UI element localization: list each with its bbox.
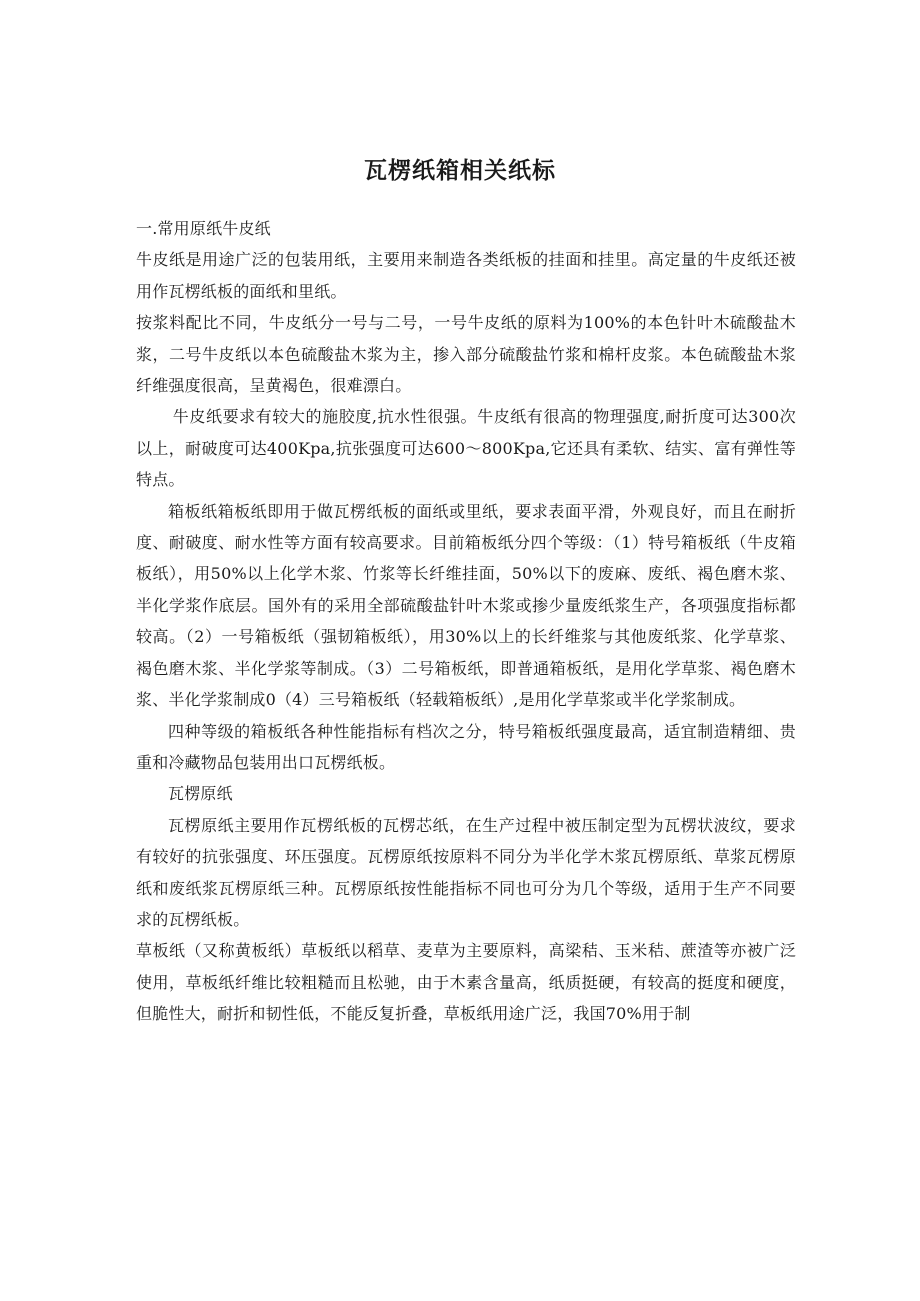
section-heading: 一.常用原纸牛皮纸: [136, 219, 271, 238]
document-body: [136, 213, 796, 1030]
paragraph-boxboard: 箱板纸箱板纸即用于做瓦楞纸板的面纸或里纸，要求表面平滑，外观良好，而且在耐折度、耐破度、耐水性等方面有较高要求。目前箱板纸分四个等级：（1）特号箱板纸（牛皮箱板纸），用50%以上化学木浆、竹浆等长纤维挂面，50%以下的废麻、废纸、褐色磨木浆、半化学浆作底层。国外有的采用全部硫酸盐针叶木浆或掺少量废纸浆生产，各项强度指标都较高。（2）一号箱板纸（强韧箱板纸），用30%以上的长纤维浆与其他废纸浆、化学草浆、褐色磨木浆、半化学浆等制成。（3）二号箱板纸，即普通箱板纸，是用化学草浆、褐色磨木浆、半化学浆制成0（4）三号箱板纸（轻载箱板纸）,是用化学草浆或半化学浆制成。: [136, 501, 796, 710]
paragraph-strawboard: 草板纸（又称黄板纸）草板纸以稻草、麦草为主要原料，高梁秸、玉米秸、蔗渣等亦被广泛使用，草板纸纤维比较粗糙而且松驰，由于木素含量高，纸质挺硬，有较高的挺度和硬度，但脆性大，耐折和韧性低，不能反复折叠，草板纸用途广泛，我国70%用于制: [136, 941, 796, 1024]
paragraph-kraft-grades: 按浆料配比不同，牛皮纸分一号与二号，一号牛皮纸的原料为100%的本色针叶木硫酸盐木浆，二号牛皮纸以本色硫酸盐木浆为主，掺入部分硫酸盐竹浆和棉杆皮浆。本色硫酸盐木浆纤维强度很高，呈黄褐色，很难漂白。: [136, 313, 796, 396]
paragraph-kraft-properties: 牛皮纸要求有较大的施胶度,抗水性很强。牛皮纸有很高的物理强度,耐折度可达300次以上，耐破度可达400Kpa,抗张强度可达600～800Kpa,它还具有柔软、结实、富有弹性等特点。: [136, 407, 796, 490]
subheading-corrugating-medium: 瓦楞原纸: [168, 784, 233, 804]
document-title: 瓦楞纸箱相关纸标: [364, 158, 556, 184]
paragraph-boxboard-grades: 四种等级的箱板纸各种性能指标有档次之分，特号箱板纸强度最高，适宜制造精细、贵重和冷藏物品包装用出口瓦楞纸板。: [136, 721, 796, 772]
paragraph-kraft-intro: 牛皮纸是用途广泛的包装用纸，主要用来制造各类纸板的挂面和挂里。高定量的牛皮纸还被用作瓦楞纸板的面纸和里纸。: [136, 250, 796, 301]
paragraph-corrugating-medium: 瓦楞原纸主要用作瓦楞纸板的瓦楞芯纸，在生产过程中被压制定型为瓦楞状波纹，要求有较好的抗张强度、环压强度。瓦楞原纸按原料不同分为半化学木浆瓦楞原纸、草浆瓦楞原纸和废纸浆瓦楞原纸三种。瓦楞原纸按性能指标不同也可分为几个等级，适用于生产不同要求的瓦楞纸板。: [136, 815, 796, 929]
